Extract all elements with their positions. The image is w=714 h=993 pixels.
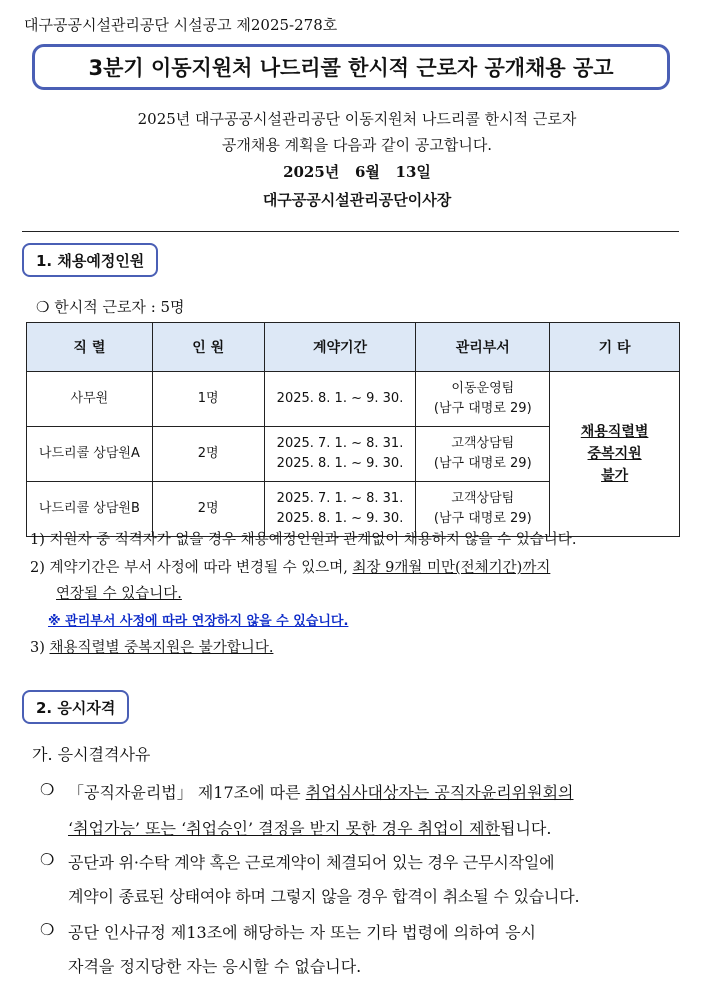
disqualification-1-continued	[68, 816, 551, 839]
note-2	[30, 556, 550, 577]
bullet-icon: ❍	[40, 780, 55, 799]
period-text: 2025. 8. 1. ~ 9. 30.	[276, 456, 404, 471]
disqualification-1-end: 됩니다.	[499, 819, 552, 838]
remark-line: 중복지원	[587, 446, 642, 462]
note-1: 1) 지원자 중 적격자가 없을 경우 채용예정인원과 관계없이 채용하지 않을 수 있습니다.	[30, 532, 577, 548]
dept-name: 고객상담팀	[451, 491, 515, 506]
header-period: 계약기간	[264, 323, 416, 372]
period-text: 2025. 8. 1. ~ 9. 30.	[276, 391, 404, 406]
disqualification-1	[68, 780, 573, 803]
dept-name: 이동운영팀	[451, 381, 515, 396]
dept-name: 고객상담팀	[451, 436, 515, 451]
bullet-icon: ❍	[40, 920, 55, 939]
section-heading-recruitment: 1. 채용예정인원	[22, 243, 158, 277]
header-dept: 관리부서	[416, 323, 550, 372]
dept-address: (남구 대명로 29)	[433, 456, 532, 471]
note-2-text: 2) 계약기간은 부서 사정에 따라 변경될 수 있으며,	[30, 560, 353, 576]
bullet-icon: ❍	[40, 850, 55, 869]
period-text: 2025. 8. 1. ~ 9. 30.	[276, 511, 404, 526]
header-position: 직 렬	[27, 323, 153, 372]
cell-position: 사무원	[27, 372, 153, 427]
disqualification-2: 공단과 위·수탁 계약 혹은 근로계약이 체결되어 있는 경우 근무시작일에	[68, 853, 555, 872]
period-text: 2025. 7. 1. ~ 8. 31.	[276, 491, 404, 506]
cell-dept	[416, 427, 550, 482]
page-title: 3분기 이동지원처 나드리콜 한시적 근로자 공개채용 공고	[32, 44, 670, 90]
section-heading-qualification: 2. 응시자격	[22, 690, 129, 724]
cell-period	[264, 372, 416, 427]
note-3-number: 3)	[30, 640, 50, 656]
disqualification-1-text: 「공직자윤리법」 제17조에 따른	[68, 783, 306, 802]
intro-line-1: 2025년 대구공공시설관리공단 이동지원처 나드리콜 한시적 근로자	[137, 110, 577, 128]
cell-period	[264, 427, 416, 482]
note-3	[30, 636, 273, 657]
notice-number: 대구공공시설관리공단 시설공고 제2025-278호	[24, 16, 338, 34]
table-row	[27, 372, 680, 427]
cell-position: 나드리콜 상담원A	[27, 427, 153, 482]
header-remark: 기 타	[550, 323, 680, 372]
note-2-continued: 연장될 수 있습니다.	[56, 586, 182, 602]
disqualification-3: 공단 인사규정 제13조에 해당하는 자 또는 기타 법령에 의하여 응시	[68, 923, 536, 942]
remark-line: 불가	[601, 468, 629, 484]
cell-count: 1명	[152, 372, 264, 427]
dept-address: (남구 대명로 29)	[433, 511, 532, 526]
recruitment-summary: ❍ 한시적 근로자 : 5명	[36, 298, 185, 316]
extension-warning: ※ 관리부서 사정에 따라 연장하지 않을 수 있습니다.	[48, 614, 349, 629]
announcement-date: 2025년 6월 13일	[283, 163, 431, 181]
dept-address: (남구 대명로 29)	[433, 401, 532, 416]
remark-line: 채용직렬별	[580, 424, 649, 440]
header-count: 인 원	[152, 323, 264, 372]
period-text: 2025. 7. 1. ~ 8. 31.	[276, 436, 404, 451]
note-2-emphasis: 최장 9개월 미만(전체기간)까지	[352, 560, 551, 576]
subsection-title: 가. 응시결격사유	[32, 745, 151, 764]
table-header-row	[27, 323, 680, 372]
cell-dept	[416, 372, 550, 427]
recruitment-table	[26, 322, 680, 537]
issuer: 대구공공시설관리공단이사장	[262, 191, 452, 209]
note-3-text: 채용직렬별 중복지원은 불가합니다.	[49, 640, 274, 656]
disqualification-1-emphasis: 취업심사대상자는 공직자윤리위원회의	[305, 783, 574, 802]
cell-count: 2명	[152, 427, 264, 482]
cell-remark	[550, 372, 680, 537]
divider	[22, 231, 679, 232]
disqualification-2-continued: 계약이 종료된 상태여야 하며 그렇지 않을 경우 합격이 취소될 수 있습니다.	[68, 887, 580, 906]
cell-count: 2명	[152, 482, 264, 537]
intro-line-2: 공개채용 계획을 다음과 같이 공고합니다.	[221, 136, 493, 154]
disqualification-1-emphasis-2: ‘취업가능’ 또는 ‘취업승인’ 결정을 받지 못한 경우 취업이 제한	[68, 819, 500, 838]
disqualification-3-continued: 자격을 정지당한 자는 응시할 수 없습니다.	[68, 957, 362, 976]
cell-position: 나드리콜 상담원B	[27, 482, 153, 537]
